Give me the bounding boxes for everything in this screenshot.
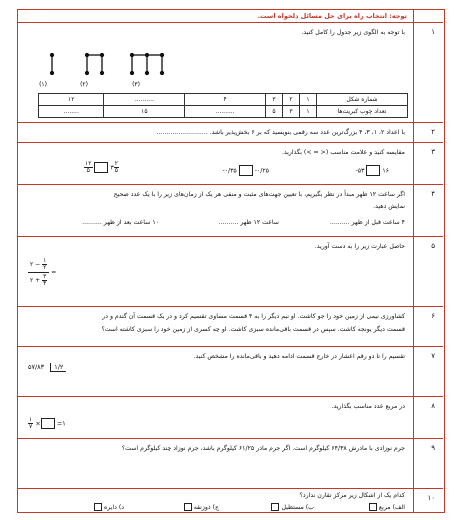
option-a[interactable]: [367, 503, 405, 511]
note-number-cell: [413, 10, 443, 22]
table-cell: ۱: [299, 94, 316, 106]
fill-box-equation: $\frac{۱}{۷}$ × =۱: [29, 416, 66, 430]
figure-label-1: (۱): [39, 81, 47, 88]
question-9-number: ۹: [431, 444, 435, 452]
question-7: [18, 346, 443, 397]
question-5-text: حاصل عبارت زیر را به دست آورید.: [314, 243, 405, 250]
question-6-text-2: قسمت دیگر یونجه کاشت. سپس در قسمت باقی‌مانده سبزی کاشت. او چه کسری از زمین خود را سبزی کاشته است؟: [101, 326, 405, 333]
option-c[interactable]: [182, 503, 219, 511]
question-8-text: در مربع عدد مناسب بگذارید.: [331, 403, 405, 410]
equation-rhs: =۱: [56, 419, 66, 428]
table-row1-header: شماره شکل: [317, 94, 408, 106]
table-cell: ۳: [282, 106, 299, 118]
comparison-1-left: ۱۶: [382, 167, 389, 175]
option-d-checkbox[interactable]: [94, 503, 102, 511]
question-6: [18, 306, 443, 347]
question-1: [18, 22, 443, 123]
table-cell: ..........: [104, 94, 185, 106]
matchstick-pattern-figure: [39, 43, 182, 91]
question-5: [18, 236, 443, 307]
expression-whole: ۲: [30, 261, 34, 268]
table-cell[interactable]: ..........: [185, 106, 266, 118]
question-5-number: ۵: [431, 242, 435, 250]
option-a-label: الف) مربع: [378, 504, 405, 511]
table-cell: ۵: [265, 106, 282, 118]
question-3: [18, 142, 443, 185]
fraction-denominator: ۴: [43, 280, 47, 287]
question-1-text: با توجه به الگوی زیر جدول را کامل کنید.: [301, 29, 405, 36]
question-8: [18, 396, 443, 439]
note-row: [18, 10, 443, 22]
fraction-numerator: ۲: [114, 160, 118, 167]
answer-box[interactable]: [239, 165, 253, 176]
dividend: ۵۷/۸۳: [28, 363, 45, 371]
answer-box[interactable]: [366, 165, 380, 176]
note-text: توجه: انتخاب راه برای حل مسائل دلخواه است.: [257, 12, 407, 20]
question-2-number: ۲: [431, 128, 435, 136]
option-b-checkbox[interactable]: [271, 503, 279, 511]
option-c-label: ج) ذوزنقه: [193, 504, 219, 511]
fraction-numerator: ۱: [29, 416, 33, 423]
answer-box[interactable]: [41, 418, 55, 429]
long-division: [28, 363, 66, 372]
question-6-number: ۶: [431, 312, 435, 320]
question-4-number: ۴: [431, 190, 435, 198]
fraction-denominator: ۷: [29, 423, 33, 430]
fraction-denominator: ۵: [114, 167, 118, 174]
time-item-1: ۴ ساعت قبل از ظهر ..........: [329, 219, 405, 226]
mixed-whole: ۳: [110, 164, 114, 172]
question-2-text: با اعداد ۲، ۱، ۳، ۴ بزرگ‌ترین عدد سه رقمی بنویسید که بر ۶ بخش‌پذیر باشد. ..........................: [156, 129, 405, 136]
fraction-denominator: ۲: [43, 264, 47, 271]
question-3-text: مقایسه کنید و علامت مناسب (< = >) بگذارید.: [281, 149, 405, 156]
table-cell: ۱۲: [39, 94, 104, 106]
comparison-2-right: -۰/۲۵: [254, 167, 269, 175]
answer-box[interactable]: [94, 162, 108, 173]
divisor: ۱/۲: [50, 363, 66, 372]
comparison-3: [84, 161, 119, 174]
equals-sign: =: [51, 269, 57, 276]
option-d[interactable]: [92, 503, 124, 511]
question-4-text: اگر ساعت ۱۲ ظهر مبدأ در نظر بگیریم، با تعیین جهت‌های مثبت و منفی هر یک از زمان‌های زیر را با یک عدد صحیح: [113, 191, 405, 198]
question-4-text-2: نمایش دهید.: [373, 203, 405, 210]
question-3-number: ۳: [431, 148, 435, 156]
table-cell: ۴: [185, 94, 266, 106]
question-9: [18, 438, 443, 489]
question-8-number: ۸: [431, 402, 435, 410]
option-b-label: ب) مستطیل: [281, 504, 314, 511]
option-d-label: د) دایره: [104, 504, 124, 511]
option-c-checkbox[interactable]: [184, 503, 192, 511]
table-cell: ۲: [282, 94, 299, 106]
option-a-checkbox[interactable]: [369, 503, 377, 511]
table-cell: ۱۵: [104, 106, 185, 118]
comparison-1: [356, 165, 389, 176]
question-10-text: کدام یک از اشکال زیر مرکز تقارن ندارد؟: [299, 492, 405, 499]
question-10-number: ۱۰: [427, 494, 435, 502]
question-2: [18, 122, 443, 143]
table-row2-header: تعداد چوب کبریت‌ها: [317, 106, 408, 118]
exam-sheet: [17, 9, 445, 513]
table-cell: ۱: [299, 106, 316, 118]
question-7-number: ۷: [431, 352, 435, 360]
comparison-2: [222, 165, 269, 176]
figure-label-2: (۲): [80, 81, 88, 88]
comparison-2-left: -۰/۳۵: [222, 167, 237, 175]
fraction-denominator: ۵: [86, 167, 90, 174]
table-cell[interactable]: ........: [39, 106, 104, 118]
complex-fraction: ۲ − $\frac{۱}{۲}$ ۲ + $\frac{۳}{۴}$ =: [30, 257, 57, 287]
question-4: [18, 184, 443, 237]
time-item-3: ۱۰ ساعت بعد از ظهر ..........: [82, 219, 159, 226]
expression-whole: ۲: [30, 277, 34, 284]
comparison-1-right: -۵۳: [355, 167, 365, 175]
question-6-text: کشاورزی نیمی از زمین خود را جو کاشت. او نیم دیگر را به ۴ قسمت مساوی تقسیم کرد و در یک قسمت آن گندم و در: [102, 313, 405, 320]
question-10: [18, 488, 443, 513]
question-9-text: جرم نوزادی با مادرش ۶۴/۳۸ کیلوگرم است. اگر جرم مادر ۶۱/۲۵ کیلوگرم باشد، جرم نوزاد چند کیلوگرم است؟: [121, 445, 405, 452]
fraction-numerator: ۱۲: [85, 160, 92, 167]
question-7-text: تقسیم را تا دو رقم اعشار در خارج قسمت ادامه دهید و باقی‌مانده را مشخص کنید.: [193, 353, 405, 360]
time-item-2: ساعت ۱۲ ظهر ..........: [218, 219, 279, 226]
pattern-table: [38, 93, 408, 118]
question-1-number: ۱: [431, 28, 435, 36]
fraction-numerator: ۱: [43, 257, 47, 264]
option-b[interactable]: [269, 503, 314, 511]
figure-label-3: (۳): [132, 81, 140, 88]
table-cell: ۳: [265, 94, 282, 106]
fraction-numerator: ۳: [43, 273, 47, 280]
